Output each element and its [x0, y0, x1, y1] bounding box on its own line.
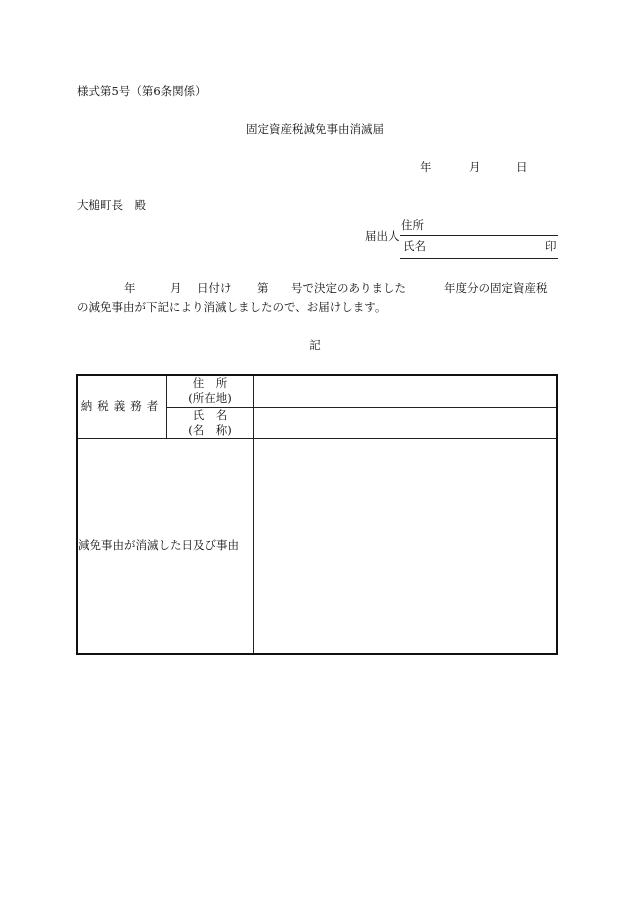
form-number: 様式第5号（第6条関係）	[77, 84, 207, 98]
body-month: 月	[170, 281, 182, 295]
name-value-cell[interactable]	[254, 407, 558, 439]
body-text-line-2: の減免事由が下記により消滅しましたので、お届けします。	[77, 300, 387, 314]
date-day-label: 日	[516, 160, 528, 174]
notifier-name-line	[400, 258, 558, 259]
name-header-line-2: (名 称)	[188, 422, 232, 437]
address-header-line-1: 住 所	[192, 376, 228, 391]
ki-label: 記	[309, 338, 321, 352]
notifier-address-line	[400, 235, 558, 236]
body-day-dated: 日付け	[197, 281, 232, 295]
reason-value-cell[interactable]	[254, 439, 558, 655]
notifier-name-label: 氏名	[403, 239, 426, 253]
name-header-line-1: 氏 名	[192, 407, 228, 422]
reason-header: 減免事由が消滅した日及び事由	[77, 439, 254, 655]
date-year-label: 年	[420, 160, 432, 174]
address-header	[167, 375, 254, 407]
body-decision-text: 号で決定のありました	[291, 281, 406, 295]
addressee: 大槌町長 殿	[77, 198, 146, 212]
date-month-label: 月	[469, 160, 481, 174]
name-header	[167, 407, 254, 439]
notifier-label: 届出人	[365, 229, 400, 243]
body-year: 年	[124, 281, 136, 295]
body-number-prefix: 第	[257, 281, 269, 295]
notifier-address-label: 住所	[401, 218, 424, 232]
taxpayer-header: 納税義務者	[77, 375, 167, 439]
seal-mark: 印	[545, 239, 557, 253]
body-fiscal-year-text: 年度分の固定資産税	[444, 281, 548, 295]
detail-table	[76, 374, 558, 655]
document-title: 固定資産税減免事由消滅届	[246, 122, 384, 136]
address-value-cell[interactable]	[254, 375, 558, 407]
address-header-line-2: (所在地)	[188, 391, 232, 406]
